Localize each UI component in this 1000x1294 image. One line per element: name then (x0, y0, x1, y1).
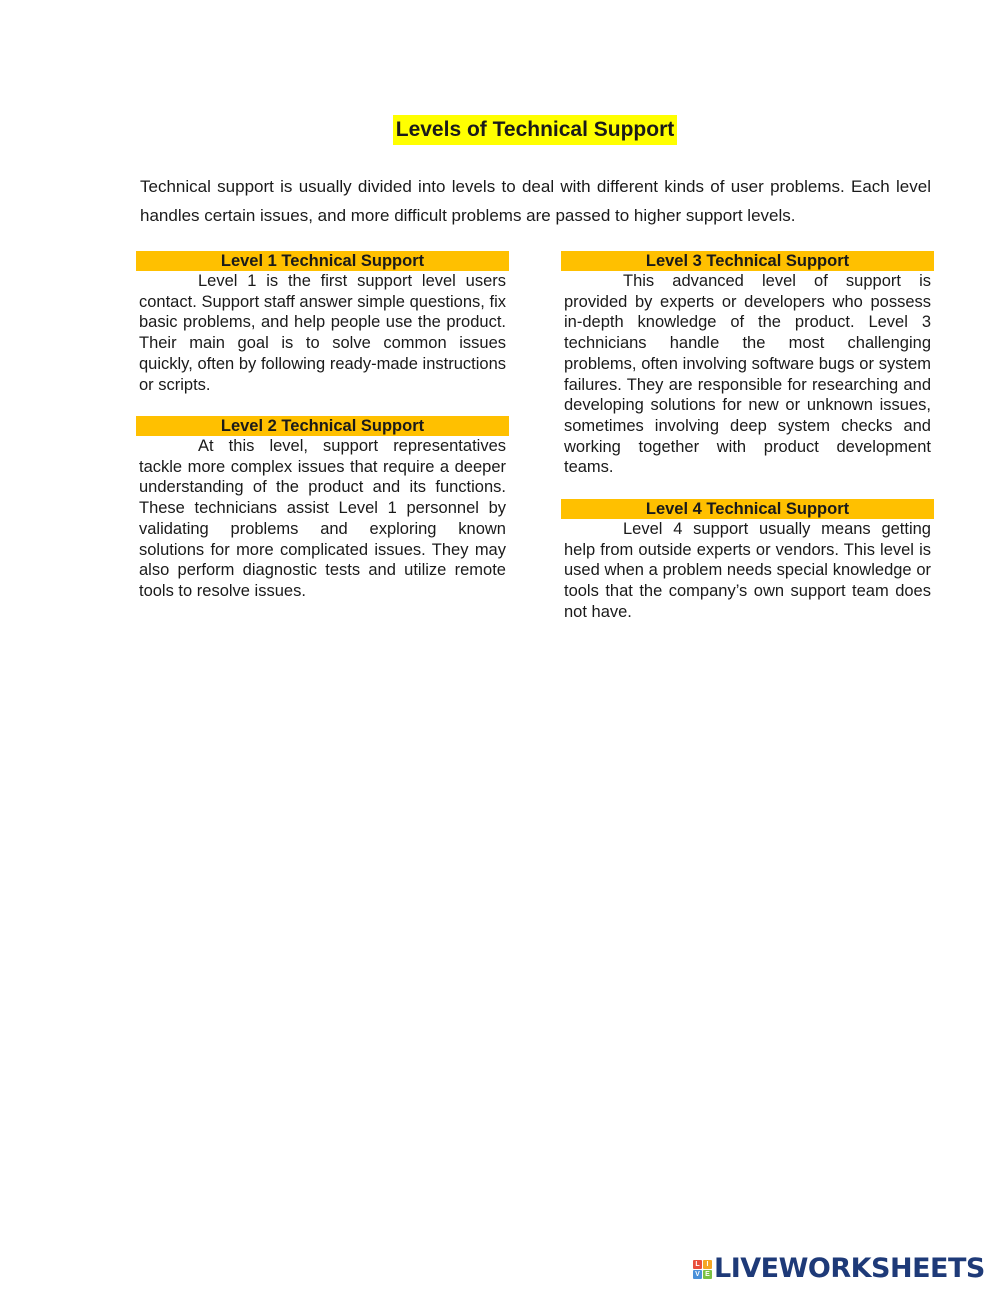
section-body: Level 4 support usually means getting help from outside experts or vendors. This level is used when a problem needs special knowledge or tools that the company’s own support team does not have. (564, 520, 931, 621)
section-body: Level 1 is the first support level users contact. Support staff answer simple questions, fix basic problems, and help people use the product. Their main goal is to solve common issues quickly, often by following ready-made instructions or scripts. (139, 272, 506, 394)
section-body: At this level, support representatives tackle more complex issues that require a deeper understanding of the product and its functions. These technicians assist Level 1 personnel by validating problems and exploring known solutions for more complicated issues. They may also perform diagnostic tests and utilize remote tools to resolve issues. (139, 437, 506, 600)
section-heading: Level 4 Technical Support (561, 499, 934, 519)
section-heading: Level 2 Technical Support (136, 416, 509, 436)
logo-mark-letter: E (703, 1270, 712, 1279)
section-level-2 (139, 416, 506, 602)
logo-mark-letter: I (703, 1260, 712, 1269)
section-heading: Level 1 Technical Support (136, 251, 509, 271)
section-level-1 (139, 251, 506, 395)
logo-text: LIVEWORKSHEETS (714, 1253, 985, 1284)
liveworksheets-logo (693, 1253, 985, 1285)
title-container (0, 115, 1000, 145)
section-heading: Level 3 Technical Support (561, 251, 934, 271)
intro-paragraph: Technical support is usually divided into levels to deal with different kinds of user problems. Each level handles certain issues, and more difficult problems are passed to higher support levels. (140, 177, 931, 225)
logo-mark-letter: L (693, 1260, 702, 1269)
section-level-3 (564, 251, 931, 478)
liveworksheets-logo-icon (693, 1260, 712, 1279)
page-title: Levels of Technical Support (393, 115, 678, 145)
logo-mark-letter: V (693, 1270, 702, 1279)
section-body: This advanced level of support is provided by experts or developers who possess in-depth knowledge of the product. Level 3 technicians handle the most challenging problems, often involving software bugs or system failures. They are responsible for researching and developing solutions for new or unknown issues, sometimes involving deep system checks and working together with product development teams. (564, 272, 931, 477)
section-level-4 (564, 499, 931, 623)
